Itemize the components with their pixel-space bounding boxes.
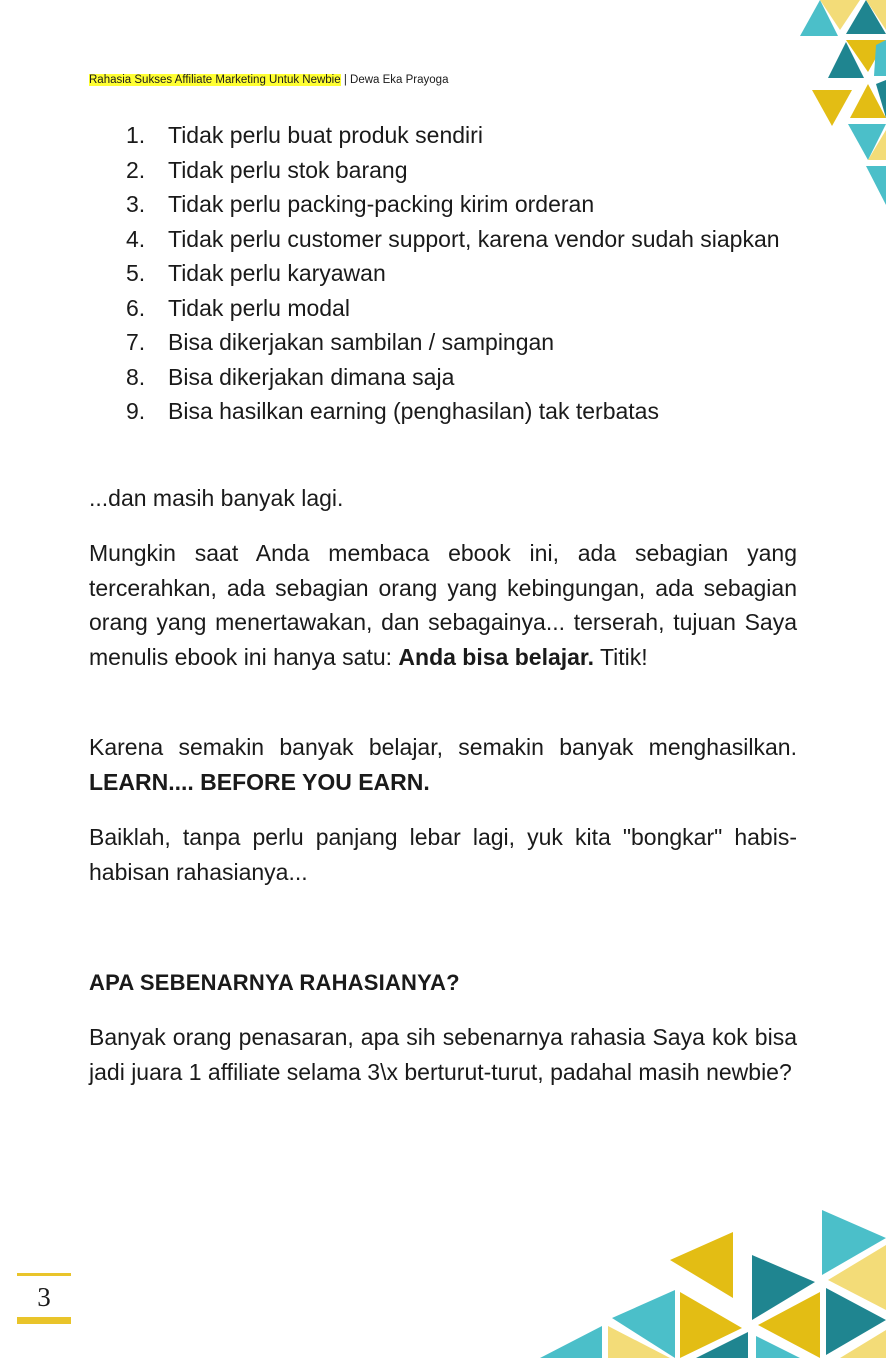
decorative-triangles-bottom-icon (530, 1200, 886, 1358)
page-number: 3 (37, 1282, 51, 1312)
list-number: 2. (126, 156, 146, 183)
list-item (126, 325, 797, 360)
paragraph-text: Titik! (594, 643, 648, 670)
list-text: Tidak perlu stok barang (168, 156, 408, 183)
list-number: 5. (126, 260, 146, 286)
section-heading: APA SEBENARNYA RAHASIANYA? (89, 970, 460, 995)
paragraph-text: Mungkin saat Anda membaca ebook ini, ada sebagian yang tercerahkan, ada sebagian orang yang kebingungan, ada sebagian orang yang menertawakan, dan sebagainya... terserah, tujuan Saya menulis ebook ini hanya satu: (89, 540, 797, 670)
list-text: Bisa hasilkan earning (penghasilan) tak terbatas (168, 398, 659, 424)
list-item (126, 187, 797, 222)
list-text: Tidak perlu karyawan (168, 260, 386, 286)
list-item (126, 291, 797, 326)
paragraph-question: Banyak orang penasaran, apa sih sebenarnya rahasia Saya kok bisa jadi juara 1 affiliate selama 3\x berturut-turut, padahal masih newbie? (89, 1024, 797, 1085)
list-text: Tidak perlu packing-packing kirim orderan (168, 191, 595, 217)
list-number: 7. (126, 329, 146, 355)
benefits-list (126, 118, 797, 429)
paragraph-purpose (89, 536, 797, 674)
list-item (126, 394, 797, 429)
list-number: 6. (126, 294, 146, 321)
list-number: 3. (126, 191, 146, 217)
list-number: 9. (126, 398, 146, 424)
list-text: Bisa dikerjakan dimana saja (168, 363, 455, 390)
bold-emphasis: Anda bisa belajar. (398, 643, 595, 670)
header-separator: | (340, 74, 351, 86)
list-number: 4. (126, 225, 146, 252)
running-header (89, 73, 448, 87)
list-item (126, 360, 797, 395)
list-item (126, 256, 797, 291)
list-text: Tidak perlu modal (168, 294, 350, 321)
author-name: Dewa Eka Prayoga (350, 74, 449, 86)
decorative-triangles-top-icon (780, 0, 886, 210)
bold-emphasis: LEARN.... BEFORE YOU EARN. (89, 768, 430, 795)
list-item (126, 118, 797, 153)
list-item (126, 153, 797, 188)
list-text: Tidak perlu customer support, karena vendor sudah siapkan (168, 225, 780, 252)
paragraph-text: Karena semakin banyak belajar, semakin banyak menghasilkan. (89, 734, 797, 760)
book-title: Rahasia Sukses Affiliate Marketing Untuk Newbie (89, 74, 341, 86)
page-number-bottom-bar (17, 1317, 71, 1324)
list-number: 8. (126, 363, 146, 390)
paragraph-learn (89, 730, 797, 799)
list-text: Bisa dikerjakan sambilan / sampingan (168, 329, 555, 355)
paragraph-intro: Baiklah, tanpa perlu panjang lebar lagi, yuk kita "bongkar" habis-habisan rahasianya... (89, 824, 797, 885)
list-number: 1. (126, 122, 146, 148)
list-text: Tidak perlu buat produk sendiri (168, 122, 483, 148)
paragraph-more: ...dan masih banyak lagi. (89, 485, 344, 511)
list-item (126, 222, 797, 257)
